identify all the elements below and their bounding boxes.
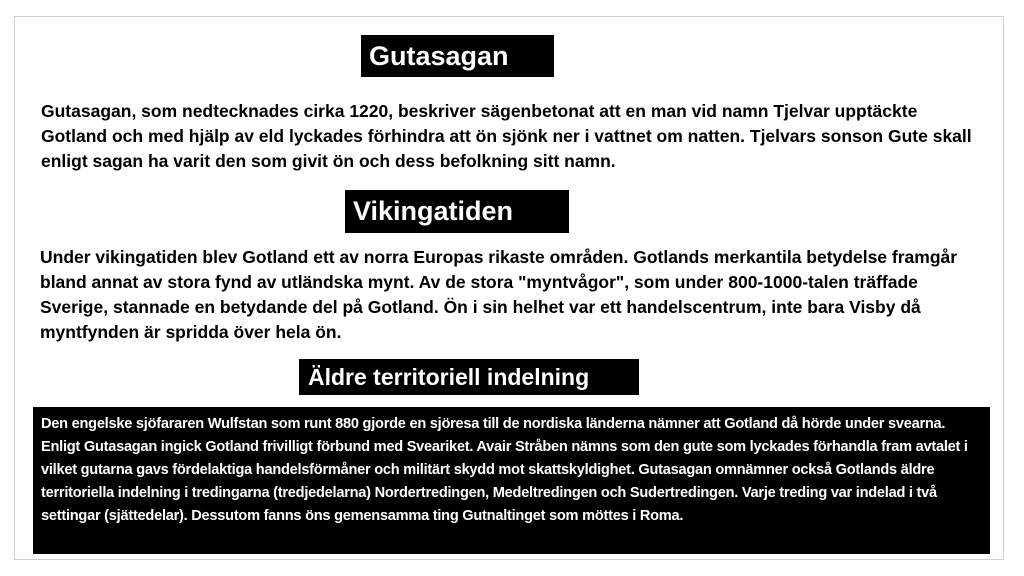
heading-vikingatiden: Vikingatiden (345, 190, 569, 233)
heading-aldre-territoriell-indelning: Äldre territoriell indelning (299, 359, 639, 395)
paragraph-territoriell-indelning: Den engelske sjöfararen Wulfstan som runt 880 gjorde en sjöresa till de nordiska länderna nämner att Gotland då hörde under svearna. Enligt Gutasagan ingick Gotland frivilligt förbund med Sveariket. Avair Stråben nämns som den gute som lyckades förhandla fram avtalet i vilket gutarna gavs fördelaktiga handelsförmåner och militärt skydd mot skattskyldighet. Gutasagan omnämner också Gotlands äldre territoriella indelning i tredingarna (tredjedelarna) Nordertredingen, Medeltredingen och Sudertredingen. Varje treding var indelad i två settingar (sjättedelar). Dessutom fanns öns gemensamma ting Gutnaltinget som möttes i Roma. (41, 416, 968, 524)
heading-gutasagan: Gutasagan (361, 35, 554, 77)
paragraph-gutasagan: Gutasagan, som nedtecknades cirka 1220, beskriver sägenbetonat att en man vid namn Tjelvar upptäckte Gotland och med hjälp av eld lyckades förhindra att ön sjönk ner i vattnet om natten. Tjelvars sonson Gute skall enligt sagan ha varit den som givit ön och dess befolkning sitt namn. (41, 101, 972, 171)
paragraph-vikingatiden: Under vikingatiden blev Gotland ett av norra Europas rikaste områden. Gotlands merkantila betydelse framgår bland annat av stora fynd av utländska mynt. Av de stora "myntvågor", som under 800-1000-talen träffade Sverige, stannade en betydande del på Gotland. Ön i sin helhet var ett handelscentrum, inte bara Visby då myntfynden är spridda över hela ön. (40, 247, 958, 342)
territorial-division-box (33, 407, 990, 554)
